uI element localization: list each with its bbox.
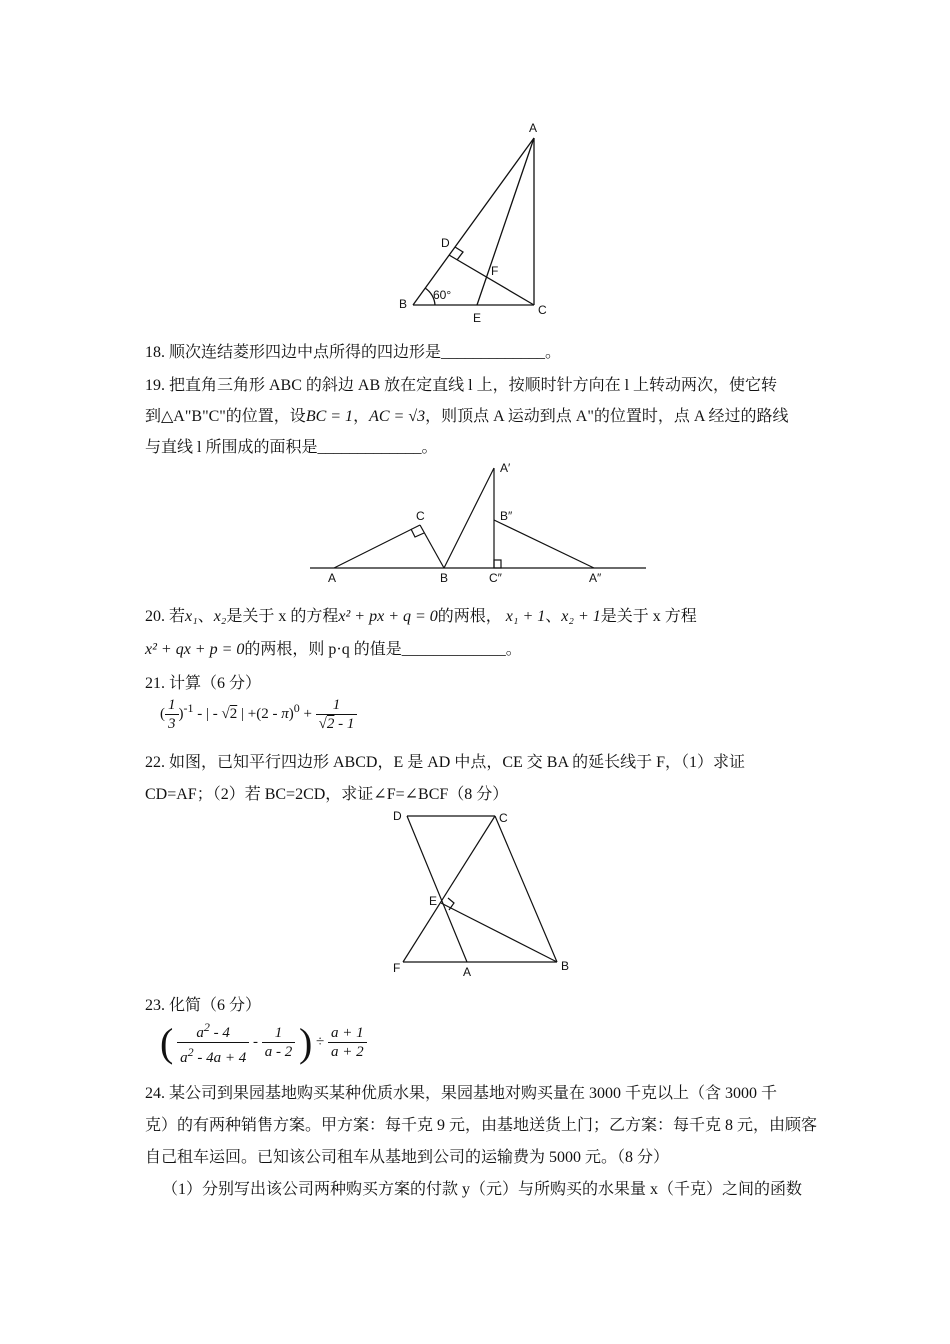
question-18: 18. 顺次连结菱形四边中点所得的四边形是_____________。 — [145, 344, 562, 361]
label-f: F — [393, 961, 401, 975]
segment-fc — [403, 816, 495, 962]
q20-text-b: 、 — [197, 608, 214, 625]
label-a: A — [529, 121, 538, 135]
fraction-a1-a2: $\frac{a + 1}{a + 2}$ — [328, 1024, 367, 1061]
label-angle: 60° — [433, 288, 452, 302]
right-angle-mark-c — [411, 529, 424, 537]
q20-math-x1: x₁ — [185, 608, 198, 625]
question-21-expression: ( $\frac{1}{3}$ )$^{-1}$ - | - √2 | +(2 - π)$^0$ + $\frac{1}{√2 - 1}$ — [160, 696, 357, 733]
question-23-expression: ( $\frac{a^2 - 4}{a^2 - 4a + 4}$ - $\frac{1}{a - 2}$ ) ÷ $\frac{a + 1}{a + 2}$ — [160, 1018, 367, 1067]
label-b-double-prime: B″ — [500, 509, 513, 523]
label-d: D — [441, 236, 450, 250]
segment-cb — [420, 525, 444, 568]
fraction-a2-4: $\frac{a^2 - 4}{a^2 - 4a + 4}$ — [177, 1018, 249, 1067]
fraction-1-a-2: $\frac{1}{a - 2}$ — [262, 1024, 296, 1061]
q20-text-c: 是关于 x 的方程 — [226, 608, 339, 625]
question-22-line-2: CD=AF；（2）若 BC=2CD，求证∠F=∠BCF（8 分） — [145, 786, 509, 803]
right-angle-mark — [455, 247, 463, 260]
q20-math-eq1: x² + px + q = 0 — [338, 608, 438, 625]
label-a: A — [463, 965, 472, 979]
figure-rotation — [300, 458, 660, 590]
question-24-line-3: 自己租车运回。已知该公司租车从基地到公司的运输费为 5000 元。（8 分） — [145, 1149, 670, 1166]
right-angle-mark-c2 — [494, 560, 501, 568]
segment-ae — [477, 138, 534, 305]
q19-math-bc: BC = 1 — [305, 408, 354, 425]
segment-eb — [441, 903, 557, 962]
label-a: A — [328, 571, 337, 585]
question-24-line-1: 24. 某公司到果园基地购买某种优质水果，果园基地对购买量在 3000 千克以上（含 3000 千 — [145, 1085, 778, 1102]
fraction-one-third: $\frac{1}{3}$ — [165, 696, 179, 733]
q19-text-b: ， — [353, 408, 370, 425]
segment-ab — [413, 138, 534, 305]
segment-cb — [495, 816, 557, 962]
segment-da — [407, 816, 467, 962]
label-c: C — [538, 303, 547, 317]
label-c-double-prime: C″ — [489, 571, 502, 585]
q19-text-a: 到△A"B"C"的位置，设 — [145, 408, 306, 425]
question-23-title: 23. 化简（6 分） — [145, 997, 262, 1014]
right-angle-mark-e — [448, 898, 454, 910]
label-f: F — [491, 264, 499, 278]
q20-text-e: 、 — [545, 608, 562, 625]
segment-b2a2 — [494, 520, 594, 568]
label-d: D — [393, 809, 402, 823]
figure-triangle-abc — [395, 118, 555, 328]
question-20-line-1 — [145, 607, 815, 627]
figure-parallelogram — [385, 806, 575, 982]
question-24-line-4: （1）分别写出该公司两种购买方案的付款 y（元）与所购买的水果量 x（千克）之间的函数 — [162, 1181, 803, 1198]
q20-text-d: 的两根， — [437, 608, 502, 625]
q20-math-eq2: x² + qx + p = 0 — [145, 641, 245, 658]
q20-text-a: 20. 若 — [145, 608, 186, 625]
label-e: E — [429, 894, 438, 908]
q20-math-x1p1: x₁ + 1 — [505, 608, 546, 625]
q20-math-x2: x₂ — [213, 608, 227, 625]
label-e: E — [473, 311, 482, 325]
question-20-line-2 — [145, 640, 815, 660]
label-b: B — [561, 959, 570, 973]
label-c: C — [499, 811, 508, 825]
q20-math-x2p1: x₂ + 1 — [561, 608, 601, 625]
question-19-line-2 — [145, 407, 815, 427]
segment-ac — [334, 525, 420, 568]
label-a-double-prime: A″ — [589, 571, 602, 585]
question-19-line-3: 与直线 l 所围成的面积是_____________。 — [145, 439, 438, 456]
label-b: B — [440, 571, 449, 585]
q20-text-g: 的两根，则 p·q 的值是_____________。 — [244, 641, 522, 658]
label-c: C — [416, 509, 425, 523]
question-21-title: 21. 计算（6 分） — [145, 675, 262, 692]
label-b: B — [399, 297, 408, 311]
q19-text-c: ，则顶点 A 运动到点 A"的位置时，点 A 经过的路线 — [425, 408, 789, 425]
question-22-line-1: 22. 如图，已知平行四边形 ABCD，E 是 AD 中点，CE 交 BA 的延长线于 F，（1）求证 — [145, 754, 746, 771]
fraction-sqrt: $\frac{1}{√2 - 1}$ — [316, 696, 358, 733]
segment-ba1 — [444, 468, 494, 568]
q19-math-ac: AC = √3 — [369, 408, 426, 425]
label-a-prime: A′ — [500, 461, 511, 475]
q20-text-f: 是关于 x 方程 — [600, 608, 697, 625]
question-24-line-2: 克）的有两种销售方案。甲方案：每千克 9 元，由基地送货上门；乙方案：每千克 8 元，由顾客 — [145, 1117, 818, 1134]
question-19-line-1: 19. 把直角三角形 ABC 的斜边 AB 放在定直线 l 上，按顺时针方向在 l 上转动两次，使它转 — [145, 377, 778, 394]
